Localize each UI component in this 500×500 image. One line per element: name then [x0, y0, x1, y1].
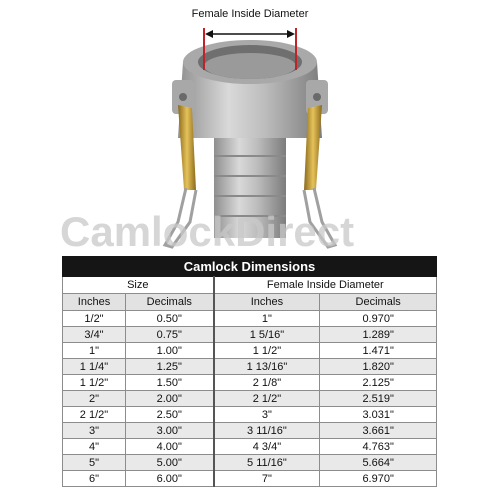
size-inches-cell: 4": [63, 439, 126, 455]
table-row: [63, 311, 437, 327]
id-decimals-cell: 3.031": [320, 407, 437, 423]
column-header-size-inches: Inches: [63, 294, 126, 311]
size-inches-cell: 1": [63, 343, 126, 359]
id-inches-cell: 1 1/2": [214, 343, 320, 359]
size-decimals-cell: 4.00": [125, 439, 213, 455]
table-row: [63, 439, 437, 455]
column-header-id-decimals: Decimals: [320, 294, 437, 311]
id-decimals-cell: 1.289": [320, 327, 437, 343]
size-inches-cell: 3/4": [63, 327, 126, 343]
size-decimals-cell: 6.00": [125, 471, 213, 487]
table-row: [63, 391, 437, 407]
column-header-size-decimals: Decimals: [125, 294, 213, 311]
id-decimals-cell: 2.125": [320, 375, 437, 391]
id-decimals-cell: 5.664": [320, 455, 437, 471]
id-inches-cell: 1": [214, 311, 320, 327]
table-row: [63, 471, 437, 487]
size-decimals-cell: 0.75": [125, 327, 213, 343]
dimension-label: Female Inside Diameter: [191, 8, 309, 20]
id-inches-cell: 1 13/16": [214, 359, 320, 375]
id-inches-cell: 5 11/16": [214, 455, 320, 471]
id-inches-cell: 3 11/16": [214, 423, 320, 439]
id-decimals-cell: 6.970": [320, 471, 437, 487]
table-row: [63, 327, 437, 343]
column-header-id-inches: Inches: [214, 294, 320, 311]
table-row: [63, 375, 437, 391]
size-decimals-cell: 1.50": [125, 375, 213, 391]
id-inches-cell: 2 1/2": [214, 391, 320, 407]
id-decimals-cell: 0.970": [320, 311, 437, 327]
id-inches-cell: 4 3/4": [214, 439, 320, 455]
id-decimals-cell: 2.519": [320, 391, 437, 407]
size-decimals-cell: 1.00": [125, 343, 213, 359]
size-decimals-cell: 3.00": [125, 423, 213, 439]
size-decimals-cell: 2.00": [125, 391, 213, 407]
size-decimals-cell: 2.50": [125, 407, 213, 423]
size-inches-cell: 1 1/4": [63, 359, 126, 375]
size-inches-cell: 5": [63, 455, 126, 471]
group-header-female-id: Female Inside Diameter: [214, 277, 437, 294]
id-inches-cell: 3": [214, 407, 320, 423]
id-decimals-cell: 3.661": [320, 423, 437, 439]
id-inches-cell: 7": [214, 471, 320, 487]
size-inches-cell: 1/2": [63, 311, 126, 327]
size-inches-cell: 2": [63, 391, 126, 407]
table-body: [63, 311, 437, 487]
table-row: [63, 423, 437, 439]
size-decimals-cell: 1.25": [125, 359, 213, 375]
id-decimals-cell: 4.763": [320, 439, 437, 455]
table-row: [63, 359, 437, 375]
id-inches-cell: 2 1/8": [214, 375, 320, 391]
size-decimals-cell: 5.00": [125, 455, 213, 471]
id-decimals-cell: 1.820": [320, 359, 437, 375]
table-title: Camlock Dimensions: [63, 257, 437, 277]
size-decimals-cell: 0.50": [125, 311, 213, 327]
size-inches-cell: 3": [63, 423, 126, 439]
table-row: [63, 343, 437, 359]
watermark-text: CamlockDirect: [60, 208, 355, 255]
id-decimals-cell: 1.471": [320, 343, 437, 359]
group-header-size: Size: [63, 277, 214, 294]
size-inches-cell: 2 1/2": [63, 407, 126, 423]
id-inches-cell: 1 5/16": [214, 327, 320, 343]
size-inches-cell: 6": [63, 471, 126, 487]
table-row: [63, 455, 437, 471]
camlock-dimensions-table: [62, 256, 437, 487]
table-row: [63, 407, 437, 423]
size-inches-cell: 1 1/2": [63, 375, 126, 391]
